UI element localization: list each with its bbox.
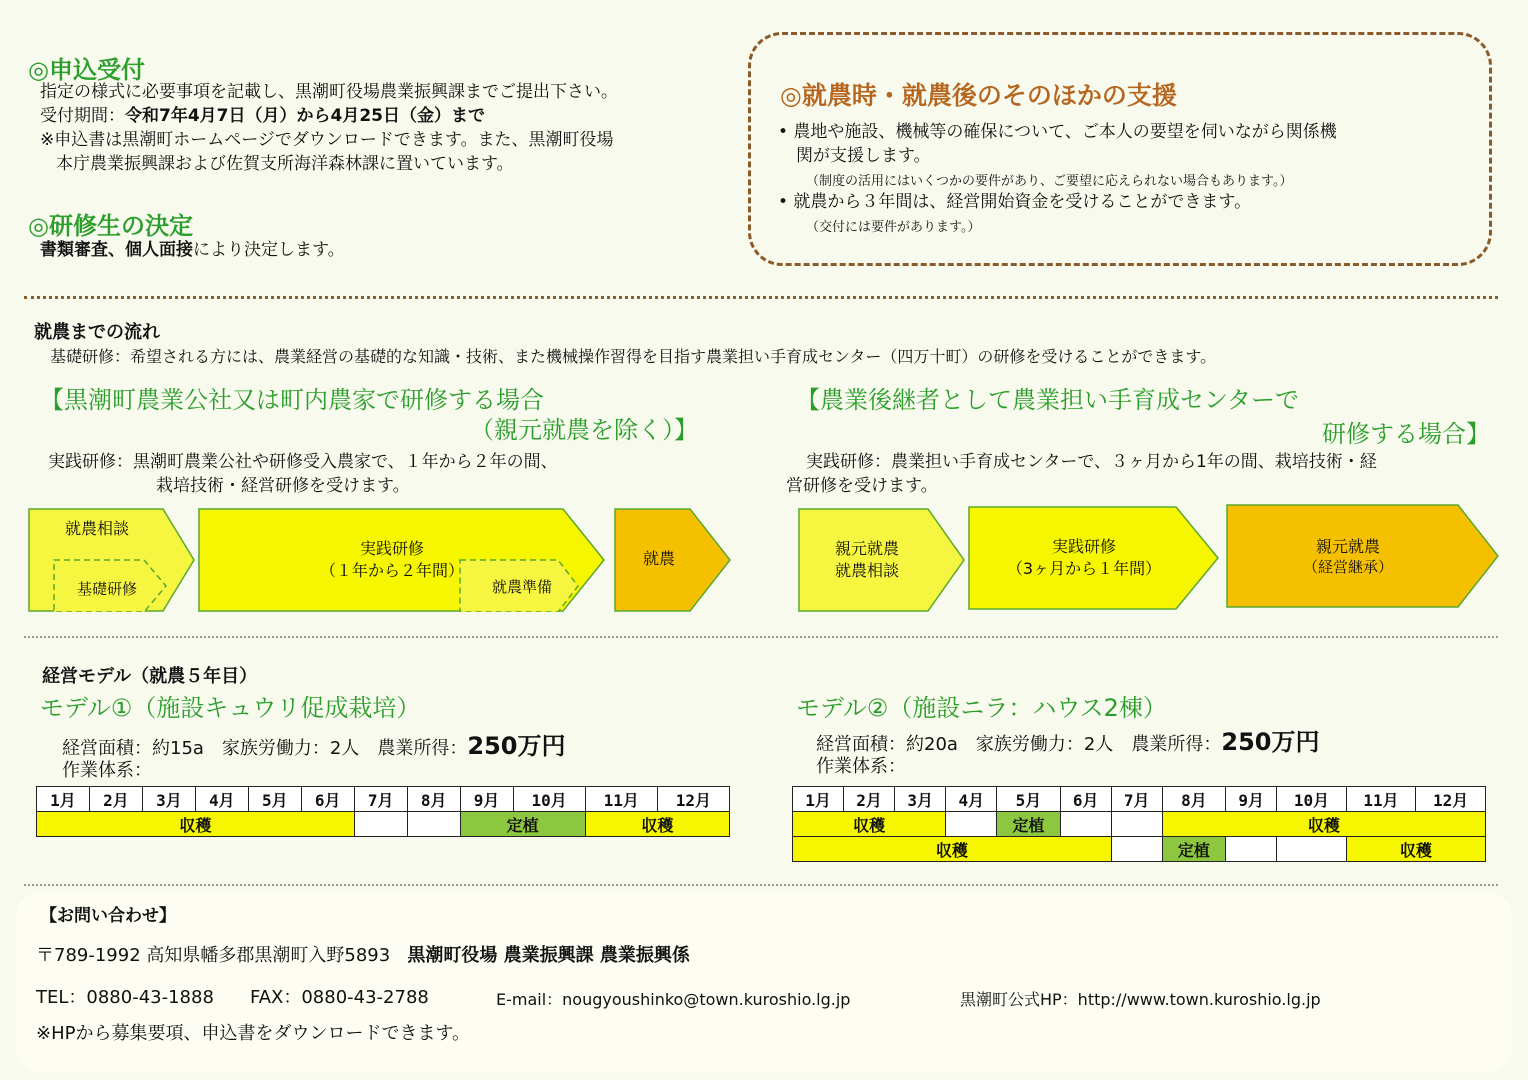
task-harvest: 収穫 [793, 812, 946, 837]
right-heading-1: 【農業後継者として農業担い手育成センターで [796, 386, 1300, 414]
flow-step-practice2 [968, 506, 1220, 610]
model1-task-row [37, 812, 730, 837]
decision-title: ◎研修生の決定 [28, 212, 193, 240]
support-note-1: （制度の活用にはいくつかの要件があり、ご要望に応えられない場合もあります。） [806, 174, 1293, 189]
contact-tel: TEL：0880-43-1888 [36, 987, 214, 1008]
contact-fax: FAX：0880-43-2788 [250, 987, 429, 1008]
model2-name: モデル②（施設ニラ：ハウス2棟） [796, 694, 1167, 722]
month-cell: 3月 [895, 787, 946, 812]
month-cell: 7月 [1111, 787, 1162, 812]
task-harvest: 収穫 [37, 812, 355, 837]
task-empty [1111, 812, 1162, 837]
support-item-1b: 関が支援します。 [796, 146, 931, 166]
step-succession-label: 親元就農 [1315, 537, 1380, 556]
application-period [40, 104, 485, 128]
task-empty [1277, 837, 1347, 862]
flow-step-parent-consult [798, 508, 966, 612]
flow-title: 就農までの流れ [34, 322, 160, 343]
left-desc-2: 栽培技術・経営研修を受けます。 [156, 476, 410, 496]
contact-email-link[interactable]: E-mail：nougyoushinko@town.kuroshio.lg.jp [496, 990, 851, 1009]
month-cell: 4月 [946, 787, 997, 812]
model2-stats-text: 経営面積：約20a 家族労働力：2人 農業所得： [816, 734, 1222, 755]
task-harvest: 収穫 [1346, 837, 1485, 862]
flow-step-consult [28, 508, 196, 612]
month-cell: 8月 [407, 787, 460, 812]
month-cell: 9月 [1226, 787, 1277, 812]
month-cell: 6月 [1060, 787, 1111, 812]
month-cell: 12月 [657, 787, 729, 812]
right-desc-2: 営研修を受けます。 [786, 476, 938, 496]
month-cell: 11月 [1346, 787, 1416, 812]
models-title: 経営モデル（就農５年目） [42, 666, 258, 687]
support-title: ◎就農時・就農後のそのほかの支援 [780, 81, 1177, 110]
task-empty [1060, 812, 1111, 837]
task-plant: 定植 [997, 812, 1060, 837]
flow-step-farming [614, 508, 732, 612]
step-succession-sub: （経営継承） [1302, 558, 1393, 576]
step-farming-label: 就農 [642, 549, 675, 568]
model2-income: 250万円 [1221, 728, 1320, 756]
month-cell: 9月 [460, 787, 513, 812]
support-item-2: • 就農から３年間は、経営開始資金を受けることができます。 [778, 192, 1252, 212]
month-cell: 12月 [1416, 787, 1486, 812]
section-divider-3 [24, 884, 1498, 886]
model1-name: モデル①（施設キュウリ促成栽培） [40, 694, 421, 722]
contact-office: 黒潮町役場 農業振興課 農業振興係 [407, 945, 690, 966]
month-cell: 7月 [354, 787, 407, 812]
section-divider-2 [24, 636, 1498, 638]
flow-step-succession [1226, 504, 1500, 608]
application-text-4: 本庁農業振興課および佐賀支所海洋森林課に置いています。 [56, 154, 514, 174]
month-cell: 1月 [793, 787, 844, 812]
step-consult-label: 就農相談 [64, 519, 129, 538]
model1-system: 作業体系： [62, 760, 152, 781]
model2-system: 作業体系： [816, 756, 906, 777]
task-empty [407, 812, 460, 837]
decision-bold: 書類審査、個人面接 [40, 240, 193, 260]
task-empty [946, 812, 997, 837]
model2-task-row-2 [793, 837, 1486, 862]
model2-month-row [793, 787, 1486, 812]
task-harvest: 収穫 [1162, 812, 1485, 837]
contact-title: 【お問い合わせ】 [40, 906, 176, 926]
section-divider-1 [24, 296, 1498, 299]
application-text-1: 指定の様式に必要事項を記載し、黒潮町役場農業振興課までご提出下さい。 [40, 82, 618, 102]
model2-calendar [792, 786, 1486, 862]
month-cell: 3月 [142, 787, 195, 812]
support-note-2: （交付には要件があります。） [806, 220, 981, 235]
flow-step-practice [198, 508, 606, 612]
step-practice2-sub: （3ヶ月から１年間） [1006, 559, 1162, 578]
month-cell: 10月 [1277, 787, 1347, 812]
step-consult2-label: 就農相談 [834, 561, 899, 580]
left-heading-2: （親元就農を除く）】 [470, 416, 698, 444]
task-empty [1226, 837, 1277, 862]
model1-calendar [36, 786, 730, 837]
flow-basic: 基礎研修：希望される方には、農業経営の基礎的な知識・技術、また機械操作習得を目指す農業担い手育成センター（四万十町）の研修を受けることができます。 [50, 347, 1217, 366]
period-label: 受付期間： [40, 106, 125, 126]
month-cell: 6月 [301, 787, 354, 812]
decision-text [40, 238, 345, 262]
step-practice-label: 実践研修 [359, 539, 424, 558]
month-cell: 4月 [195, 787, 248, 812]
contact-address: 〒789-1992 高知県幡多郡黒潮町入野5893 [36, 945, 391, 966]
step-prep-label: 就農準備 [491, 578, 552, 596]
decision-rest: により決定します。 [193, 240, 345, 260]
support-item-1: • 農地や施設、機械等の確保について、ご本人の要望を伺いながら関係機 [778, 122, 1337, 142]
application-text-3: ※申込書は黒潮町ホームページでダウンロードできます。また、黒潮町役場 [40, 130, 614, 150]
step-parent-label: 親元就農 [834, 539, 899, 558]
month-cell: 1月 [37, 787, 90, 812]
contact-note: ※HPから募集要項、申込書をダウンロードできます。 [36, 1023, 471, 1044]
month-cell: 8月 [1162, 787, 1225, 812]
month-cell: 5月 [248, 787, 301, 812]
month-cell: 11月 [585, 787, 657, 812]
step-practice-sub: （１年から２年間） [319, 561, 464, 580]
task-empty [1111, 837, 1162, 862]
step-basic-label: 基礎研修 [76, 580, 137, 598]
contact-hp-link[interactable]: 黒潮町公式HP：http://www.town.kuroshio.lg.jp [960, 990, 1321, 1009]
step-practice2-label: 実践研修 [1051, 537, 1116, 556]
task-harvest: 収穫 [585, 812, 729, 837]
month-cell: 2月 [844, 787, 895, 812]
model1-income: 250万円 [467, 732, 566, 760]
task-plant: 定植 [460, 812, 585, 837]
left-heading-1: 【黒潮町農業公社又は町内農家で研修する場合 [40, 386, 544, 414]
month-cell: 10月 [513, 787, 585, 812]
month-cell: 5月 [997, 787, 1060, 812]
task-harvest: 収穫 [793, 837, 1112, 862]
period-dates: 令和7年4月7日（月）から4月25日（金）まで [125, 106, 485, 126]
contact-address-line [36, 944, 690, 968]
model2-task-row-1 [793, 812, 1486, 837]
right-heading-2: 研修する場合】 [1322, 420, 1490, 448]
application-title: ◎申込受付 [28, 56, 145, 84]
task-plant: 定植 [1162, 837, 1225, 862]
model1-stats-text: 経営面積：約15a 家族労働力：2人 農業所得： [62, 738, 468, 759]
month-cell: 2月 [89, 787, 142, 812]
task-empty [354, 812, 407, 837]
model1-month-row [37, 787, 730, 812]
left-desc-1: 実践研修：黒潮町農業公社や研修受入農家で、１年から２年の間、 [48, 452, 558, 472]
right-desc-1: 実践研修：農業担い手育成センターで、３ヶ月から1年の間、栽培技術・経 [806, 452, 1377, 472]
